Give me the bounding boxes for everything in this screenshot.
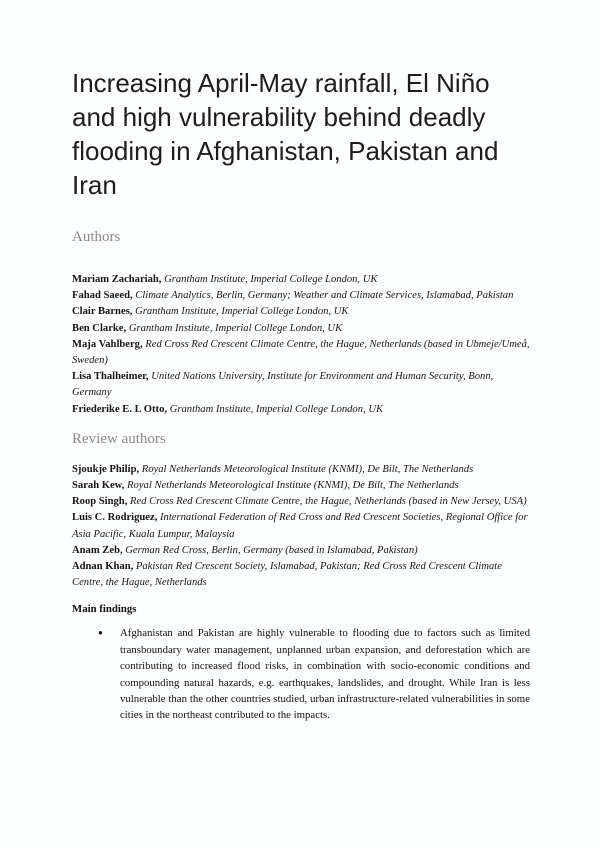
author-name: Mariam Zachariah,: [72, 274, 162, 285]
finding-bullet-text: Afghanistan and Pakistan are highly vulnerable to flooding due to factors such as limited transboundary water management, unplanned urban expansion, and deforestation which are contributing to increased flood risks, in combination with socio-economic conditions and compounding natural hazards, e.g. earthquakes, landslides, and drought. While Iran is less vulnerable than the other countries studied, urban infrastructure-related vulnerabilities in some cities in the northeast contributed to the impacts.: [120, 627, 530, 722]
page-title: Increasing April-May rainfall, El Niño and high vulnerability behind deadly flooding in Afghanistan, Pakistan and Iran: [72, 68, 499, 200]
review-author-name: Sarah Kew,: [72, 480, 125, 492]
author-name: Clair Barnes,: [72, 306, 133, 318]
author-name: Maja Vahlberg,: [72, 338, 143, 350]
author-affiliation: Grantham Institute, Imperial College London, UK: [128, 322, 343, 334]
author-entry: [72, 337, 530, 369]
review-authors-list: [72, 462, 530, 592]
author-name: Fahad Saeed,: [72, 290, 133, 302]
review-author-affiliation: Pakistan Red Crescent Society, Islamabad, Pakistan; Red Cross Red Crescent Climate Centre, the Hague, Netherlands: [72, 561, 502, 589]
author-affiliation: Red Cross Red Crescent Climate Centre, the Hague, Netherlands (based in Ubmeje/Umeå, Sweden): [72, 338, 530, 367]
review-author-entry: [72, 559, 530, 591]
review-author-affiliation: Royal Netherlands Meteorological Institute (KNMI), De Bilt, The Netherlands: [127, 480, 459, 492]
author-entry: [72, 304, 530, 320]
author-affiliation: Grantham Institute, Imperial College London, UK: [135, 306, 349, 318]
review-author-entry: [72, 494, 530, 510]
finding-bullet-item: [72, 625, 530, 723]
review-author-affiliation: German Red Cross, Berlin, Germany (based in Islamabad, Pakistan): [125, 544, 418, 556]
review-author-entry: [72, 478, 530, 494]
authors-section-heading: Authors: [72, 229, 121, 245]
review-author-affiliation: Royal Netherlands Meteorological Institute (KNMI), De Bilt, The Netherlands: [141, 463, 474, 475]
review-authors-section-heading: Review authors: [72, 430, 166, 447]
author-affiliation: Climate Analytics, Berlin, Germany; Weather and Climate Services, Islamabad, Pakistan: [135, 290, 514, 302]
authors-list: [72, 272, 530, 418]
author-entry: [72, 288, 530, 304]
author-affiliation: Grantham Institute, Imperial College London, UK: [169, 403, 384, 415]
review-author-entry: [72, 510, 530, 542]
author-name: Lisa Thalheimer,: [72, 371, 149, 383]
review-author-name: Roop Singh,: [72, 496, 128, 508]
review-author-name: Anam Zeb,: [72, 544, 123, 556]
review-author-name: Luis C. Rodriguez,: [72, 512, 158, 524]
author-name: Ben Clarke,: [72, 322, 127, 334]
review-author-name: Sjoukje Philip,: [72, 463, 140, 475]
author-entry: [72, 369, 530, 401]
author-affiliation: United Nations University, Institute for Environment and Human Security, Bonn, Germany: [72, 371, 494, 399]
review-author-entry: [72, 462, 530, 478]
bullet-marker: ●: [98, 628, 103, 638]
review-author-affiliation: International Federation of Red Cross and Red Crescent Societies, Regional Office for Asia Pacific, Kuala Lumpur, Malaysia: [72, 512, 528, 540]
review-author-name: Adnan Khan,: [72, 561, 134, 573]
author-entry: [72, 321, 530, 337]
author-name: Friederike E. L Otto,: [72, 403, 168, 415]
author-affiliation: Grantham Institute, Imperial College London, UK: [164, 274, 378, 285]
review-author-affiliation: Red Cross Red Crescent Climate Centre, the Hague, Netherlands (based in New Jersey, USA): [130, 496, 527, 508]
review-author-entry: [72, 543, 530, 559]
author-entry: [72, 272, 530, 288]
main-findings-heading: Main findings: [72, 603, 137, 616]
author-entry: [72, 402, 530, 418]
